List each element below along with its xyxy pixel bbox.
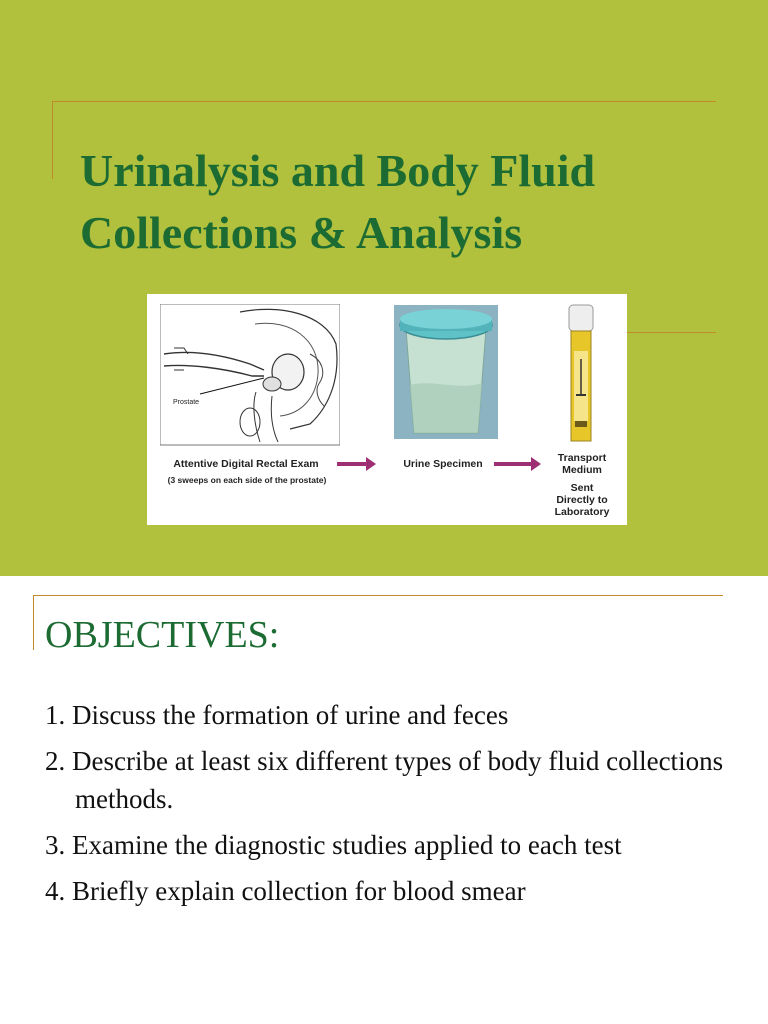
- step3-note: [543, 482, 621, 518]
- item-text: Discuss the formation of urine and feces: [72, 700, 509, 730]
- item-text: Describe at least six different types of body fluid collections methods.: [72, 746, 724, 814]
- step3-note-line1: Sent: [570, 482, 594, 494]
- item-text: Examine the diagnostic studies applied to each test: [72, 830, 622, 860]
- urine-cup-image: [394, 305, 498, 439]
- item-number: 4.: [45, 876, 66, 906]
- step3-label: [543, 452, 621, 476]
- arrow-2: [494, 462, 532, 466]
- rectal-exam-illustration: [160, 304, 340, 459]
- list-item: [45, 696, 745, 734]
- step2-label: Urine Specimen: [403, 458, 483, 470]
- list-item: [45, 826, 745, 864]
- step3-note-line3: Laboratory: [554, 506, 610, 518]
- slide-title: [80, 140, 740, 264]
- objectives-list: [45, 696, 745, 918]
- item-number: 1.: [45, 700, 66, 730]
- list-item: [45, 742, 745, 818]
- accent-line-top-2: [33, 595, 723, 596]
- procedure-figure: [147, 294, 627, 525]
- step3-note-line2: Directly to: [556, 494, 608, 506]
- step1-label: Attentive Digital Rectal Exam: [173, 458, 319, 470]
- accent-line-left-2: [33, 595, 34, 650]
- accent-line-right: [624, 332, 716, 333]
- objectives-heading: OBJECTIVES:: [45, 614, 280, 656]
- transport-tube-image: [557, 303, 605, 445]
- prostate-label: Prostate: [173, 399, 200, 406]
- item-number: 3.: [45, 830, 66, 860]
- step1-note: (3 sweeps on each side of the prostate): [167, 475, 327, 485]
- step3-label-line1: Transport: [557, 452, 607, 464]
- item-number: 2.: [45, 746, 66, 776]
- title-line-2: Collections & Analysis: [80, 207, 523, 258]
- accent-line-left: [52, 101, 53, 179]
- objectives-slide: [0, 576, 768, 1024]
- accent-line-top: [52, 101, 716, 102]
- item-text: Briefly explain collection for blood smear: [72, 876, 526, 906]
- list-item: [45, 872, 745, 910]
- step3-label-line2: Medium: [562, 464, 602, 476]
- title-line-1: Urinalysis and Body Fluid: [80, 145, 596, 196]
- arrow-1: [337, 462, 367, 466]
